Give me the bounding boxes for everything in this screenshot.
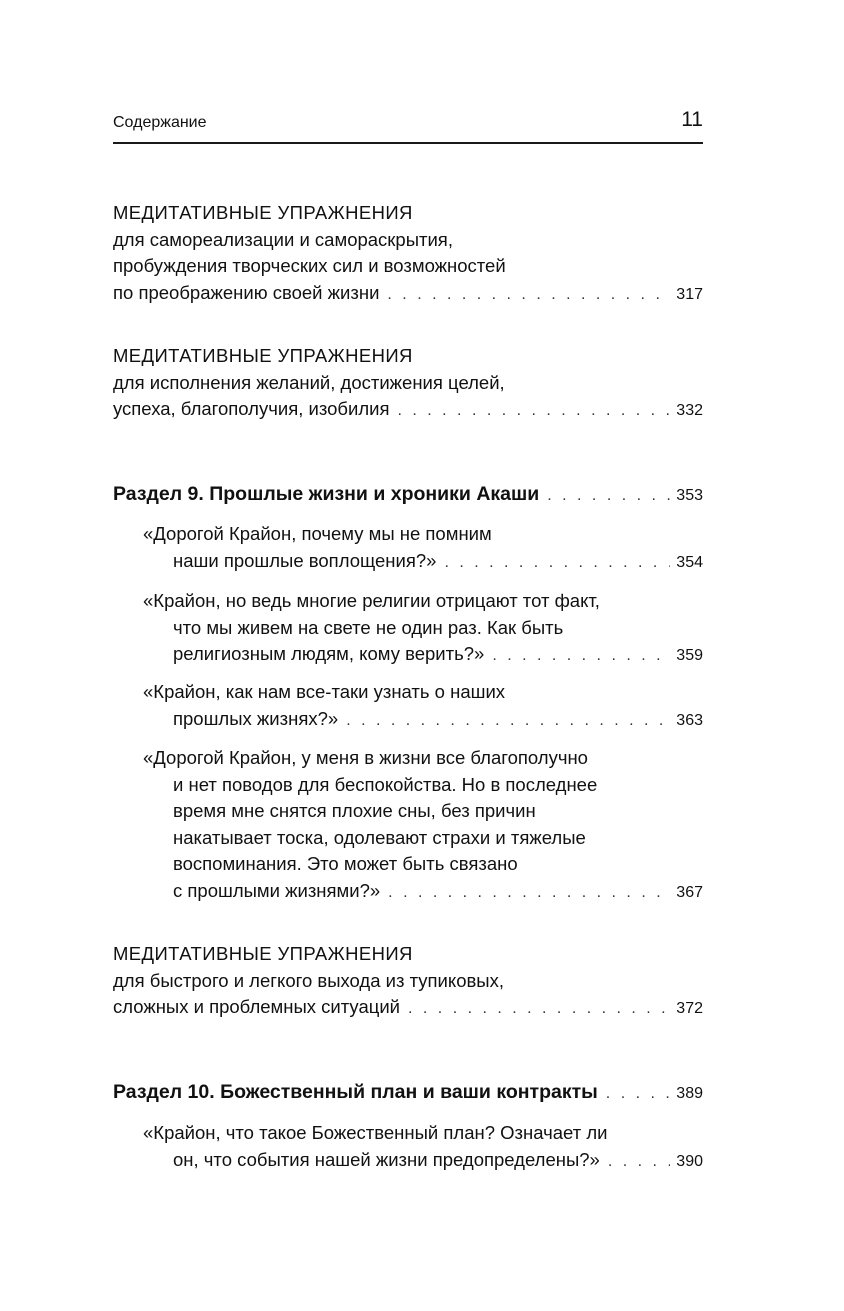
toc-entry-line: «Дорогой Крайон, почему мы не помним [143,523,492,544]
toc-entry-line: «Дорогой Крайон, у меня в жизни все благополучно [143,747,588,768]
page-number: 11 [681,108,703,131]
dot-leader [606,1081,671,1108]
toc-page-number: 367 [676,883,703,901]
toc-entry[interactable] [113,521,703,576]
toc-entry-heading: МЕДИТАТИВНЫЕ УПРАЖНЕНИЯ [113,943,413,964]
dot-leader [346,708,670,735]
toc-entry-line: накатывает тоска, одолевают страхи и тяжелые [173,826,586,848]
dot-leader [608,1149,670,1176]
toc-section-title: Раздел 10. Божественный план и ваши контракты [113,1081,598,1103]
toc-entry-line: для быстрого и легкого выхода из тупиковых, [113,969,504,991]
running-header [113,104,703,144]
toc-entry-line: «Крайон, что такое Божественный план? Означает ли [143,1122,608,1143]
toc-entry[interactable] [113,343,703,425]
toc-page-number: 353 [676,487,703,504]
dot-leader [408,996,670,1023]
toc-entry[interactable] [113,679,703,734]
toc-entry-line: для самореализации и самораскрытия, [113,228,453,250]
toc-page-number: 389 [676,1085,703,1102]
toc-page-number: 390 [676,1152,703,1170]
toc-entry-line: что мы живем на свете не один раз. Как быть [173,616,564,638]
toc-entry-heading: МЕДИТАТИВНЫЕ УПРАЖНЕНИЯ [113,345,413,366]
toc-entry-line: религиозным людям, кому верить?» [173,643,485,664]
dot-leader [387,282,670,309]
toc-page-number: 363 [676,711,703,729]
toc-entry-line: по преображению своей жизни [113,281,380,303]
toc-entry-line: и нет поводов для беспокойства. Но в последнее [173,773,598,795]
toc-entry-line: наши прошлые воплощения?» [173,549,437,571]
toc-entry-line: он, что события нашей жизни предопределены?» [173,1148,600,1170]
toc-entry[interactable] [113,588,703,670]
toc-entry-line: пробуждения творческих сил и возможностей [113,255,506,276]
dot-leader [397,398,670,425]
toc-entry[interactable] [113,1120,703,1175]
toc-entry-heading: МЕДИТАТИВНЫЕ УПРАЖНЕНИЯ [113,202,413,223]
dot-leader [444,550,670,577]
toc-section-entry[interactable] [113,481,703,510]
toc-page-number: 317 [676,285,703,303]
dot-leader [547,483,670,510]
dot-leader [388,880,670,907]
toc-page-number: 332 [676,402,703,419]
toc-page-number: 354 [676,553,703,571]
toc-entry-line: «Крайон, но ведь многие религии отрицают тот факт, [143,590,600,611]
toc-entry-line: время мне снятся плохие сны, без причин [173,800,536,821]
toc-section-title: Раздел 9. Прошлые жизни и хроники Акаши [113,483,540,505]
toc-entry-line: успеха, благополучия, изобилия [113,398,390,419]
toc-entry-line: воспоминания. Это может быть связано [173,853,518,874]
toc-section-entry[interactable] [113,1079,703,1108]
toc-entry-line: сложных и проблемных ситуаций [113,996,401,1017]
toc-entry[interactable] [113,745,703,906]
toc-entry[interactable] [113,941,703,1023]
toc-entry-line: «Крайон, как нам все-таки узнать о наших [143,681,506,702]
dot-leader [492,643,670,670]
toc-entry-line: для исполнения желаний, достижения целей, [113,371,505,393]
toc-entry-line: с прошлыми жизнями?» [173,879,381,901]
toc-entry[interactable] [113,200,703,308]
toc-page-number: 359 [676,647,703,664]
toc-entry-line: прошлых жизнях?» [173,707,339,729]
toc-page-number: 372 [676,1000,703,1017]
running-header-title: Содержание [113,114,207,131]
